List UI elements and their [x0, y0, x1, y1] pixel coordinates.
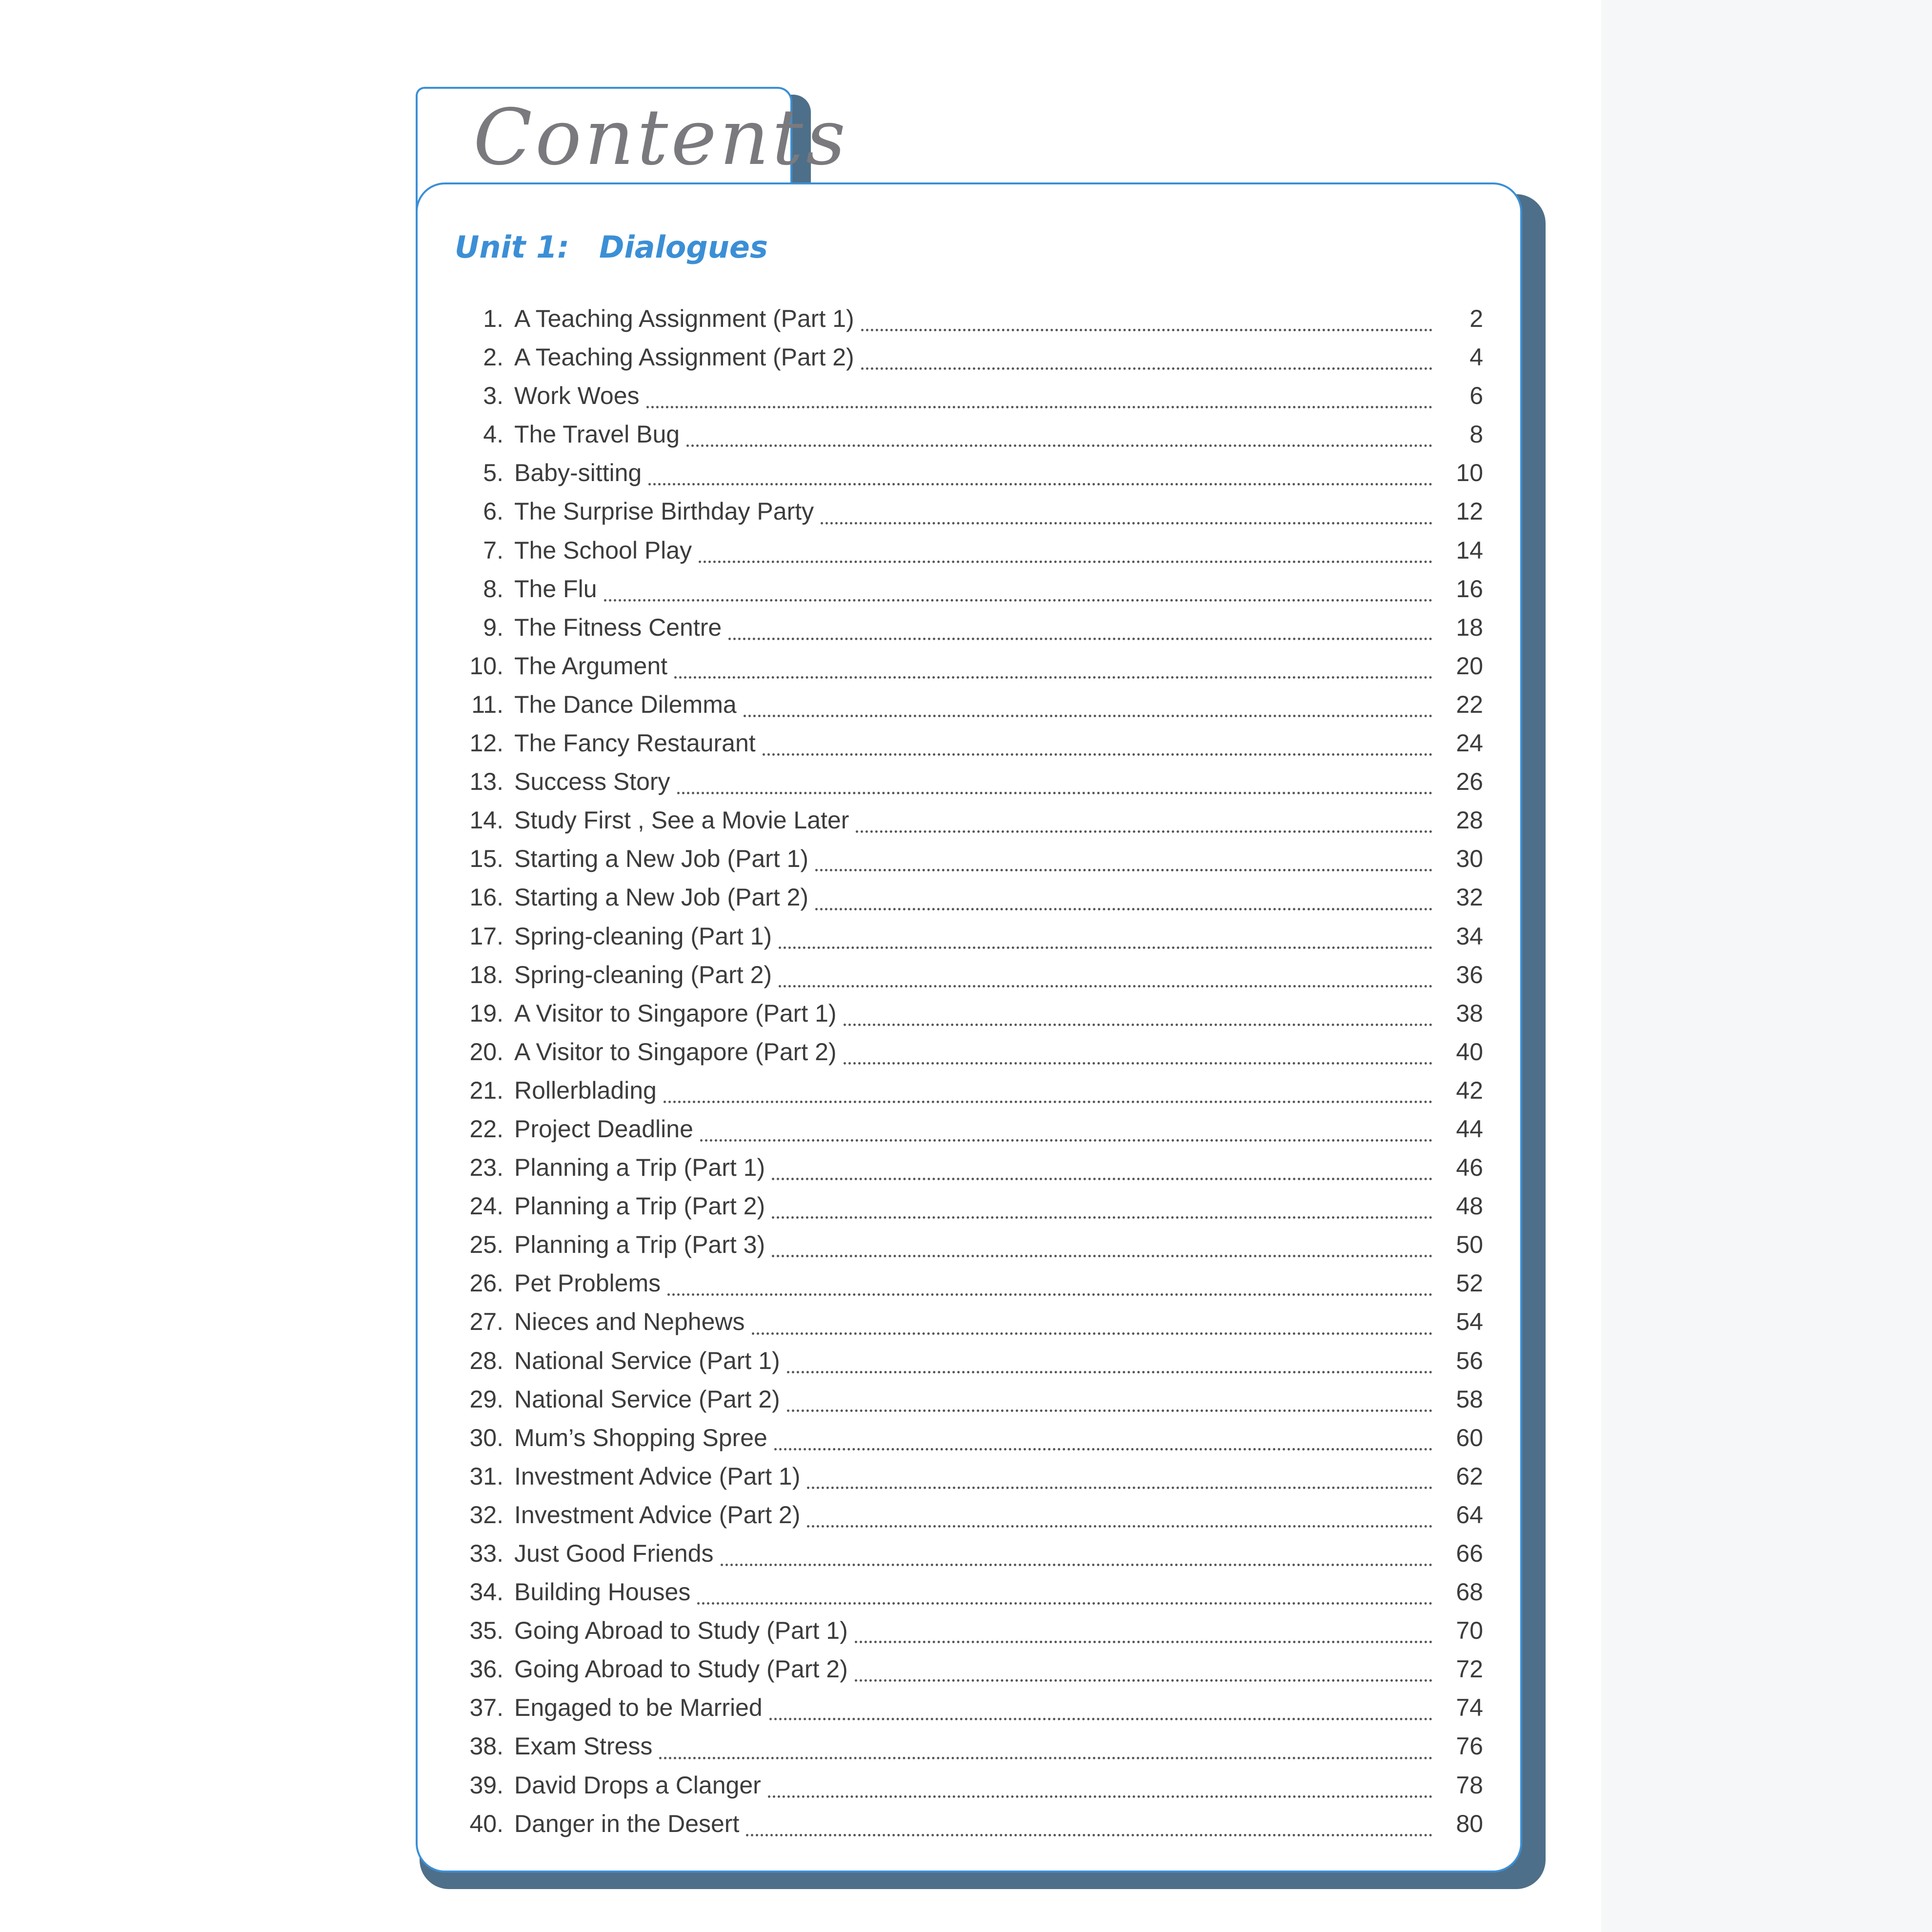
- toc-entry-number: 12.: [469, 729, 503, 757]
- dot-leader: [667, 1293, 1432, 1296]
- dot-leader: [768, 1795, 1432, 1798]
- toc-entry[interactable]: [449, 840, 1483, 878]
- unit-name: Dialogues: [599, 229, 768, 265]
- dot-leader: [763, 753, 1432, 756]
- toc-entry-title: Investment Advice (Part 1): [514, 1462, 801, 1490]
- dot-leader: [855, 1679, 1432, 1682]
- toc-entry[interactable]: [449, 454, 1483, 492]
- dot-leader: [787, 1371, 1432, 1373]
- dot-leader: [787, 1409, 1432, 1412]
- toc-entry-title: Rollerblading: [514, 1076, 657, 1104]
- toc-entry-number: 14.: [469, 806, 503, 834]
- toc-entry-page: 34: [1456, 922, 1483, 950]
- toc-entry-page: 56: [1456, 1347, 1483, 1374]
- toc-entry-page: 58: [1456, 1385, 1483, 1413]
- dot-leader: [648, 483, 1432, 485]
- toc-entry-title: Planning a Trip (Part 3): [514, 1231, 765, 1259]
- toc-entry-title: The Argument: [514, 652, 668, 680]
- toc-entry-number: 25.: [469, 1231, 503, 1259]
- dot-leader: [728, 638, 1432, 640]
- dot-leader: [700, 1139, 1432, 1142]
- toc-entry[interactable]: [449, 878, 1483, 917]
- unit-number: Unit 1:: [455, 229, 569, 265]
- toc-entry-title: Just Good Friends: [514, 1540, 714, 1567]
- dot-leader: [815, 908, 1432, 910]
- toc-entry-number: 16.: [469, 884, 503, 911]
- toc-entry-title: Engaged to be Married: [514, 1694, 763, 1722]
- toc-entry[interactable]: [449, 1805, 1483, 1843]
- toc-entry-page: 24: [1456, 729, 1483, 757]
- toc-entry-page: 18: [1456, 613, 1483, 641]
- toc-entry-number: 11.: [471, 690, 503, 718]
- toc-entry-number: 13.: [469, 768, 503, 796]
- toc-entry-page: 46: [1456, 1154, 1483, 1182]
- dot-leader: [686, 444, 1432, 447]
- toc-entry-number: 3.: [483, 382, 503, 410]
- toc-entry[interactable]: [449, 1148, 1483, 1187]
- toc-entry[interactable]: [449, 685, 1483, 724]
- toc-entry-page: 6: [1469, 382, 1483, 410]
- toc-entry-page: 30: [1456, 845, 1483, 873]
- dot-leader: [821, 522, 1432, 524]
- toc-entry-page: 40: [1456, 1038, 1483, 1066]
- toc-entry-number: 33.: [469, 1540, 503, 1567]
- dot-leader: [744, 715, 1432, 717]
- toc-entry-title: Spring-cleaning (Part 2): [514, 961, 772, 988]
- toc-entry-number: 9.: [483, 613, 503, 641]
- dot-leader: [772, 1255, 1432, 1257]
- toc-entry[interactable]: [449, 994, 1483, 1033]
- toc-entry[interactable]: [449, 1226, 1483, 1264]
- toc-entry-page: 38: [1456, 999, 1483, 1027]
- toc-entry-number: 6.: [483, 498, 503, 525]
- toc-entry-title: Success Story: [514, 768, 670, 796]
- toc-entry-title: Spring-cleaning (Part 1): [514, 922, 772, 950]
- toc-entry-page: 62: [1456, 1462, 1483, 1490]
- toc-entry-number: 31.: [469, 1462, 503, 1490]
- toc-entry[interactable]: [449, 1342, 1483, 1380]
- toc-entry-page: 4: [1469, 343, 1483, 371]
- toc-entry-number: 35.: [469, 1617, 503, 1645]
- toc-entry-title: The Flu: [514, 575, 597, 603]
- toc-entry[interactable]: [449, 531, 1483, 570]
- dot-leader: [807, 1525, 1432, 1528]
- toc-entry[interactable]: [449, 801, 1483, 840]
- dot-leader: [697, 1602, 1432, 1605]
- toc-entry-page: 20: [1456, 652, 1483, 680]
- toc-entry[interactable]: [449, 1033, 1483, 1071]
- toc-entry-page: 36: [1456, 961, 1483, 988]
- dot-leader: [674, 676, 1432, 679]
- toc-entry[interactable]: [449, 763, 1483, 801]
- toc-entry-number: 20.: [469, 1038, 503, 1066]
- toc-entry-number: 8.: [483, 575, 503, 603]
- toc-entry-page: 22: [1456, 690, 1483, 718]
- toc-entry-page: 64: [1456, 1501, 1483, 1529]
- toc-entry-page: 44: [1456, 1115, 1483, 1143]
- dot-leader: [664, 1101, 1432, 1103]
- toc-entry[interactable]: [449, 338, 1483, 377]
- toc-entry[interactable]: [449, 1457, 1483, 1496]
- toc-entry-number: 10.: [469, 652, 503, 680]
- toc-entry-title: Starting a New Job (Part 2): [514, 884, 809, 911]
- toc-entry[interactable]: [449, 724, 1483, 763]
- toc-entry[interactable]: [449, 1766, 1483, 1805]
- dot-leader: [752, 1332, 1433, 1335]
- toc-entry-title: Investment Advice (Part 2): [514, 1501, 801, 1529]
- dot-leader: [604, 599, 1432, 602]
- dot-leader: [779, 985, 1432, 987]
- toc-entry-number: 30.: [469, 1424, 503, 1451]
- dot-leader: [779, 946, 1432, 949]
- toc-entry-page: 74: [1456, 1694, 1483, 1722]
- toc-entry-page: 68: [1456, 1578, 1483, 1606]
- toc-entry-page: 72: [1456, 1655, 1483, 1683]
- toc-entry-page: 12: [1456, 498, 1483, 525]
- dot-leader: [807, 1487, 1432, 1489]
- toc-entry-title: Pet Problems: [514, 1269, 661, 1297]
- toc-entry-title: National Service (Part 1): [514, 1347, 780, 1374]
- toc-entry[interactable]: [449, 1727, 1483, 1766]
- page-edge: [1601, 0, 1932, 1932]
- toc-entry-number: 24.: [469, 1192, 503, 1220]
- dot-leader: [844, 1062, 1432, 1065]
- toc-entry-number: 29.: [469, 1385, 503, 1413]
- toc-entry[interactable]: [449, 608, 1483, 647]
- dot-leader: [769, 1718, 1432, 1720]
- dot-leader: [699, 561, 1432, 563]
- toc-entry[interactable]: [449, 1187, 1483, 1226]
- toc-entry-page: 10: [1456, 459, 1483, 487]
- toc-entry-number: 5.: [483, 459, 503, 487]
- toc-entry-page: 8: [1469, 421, 1483, 448]
- toc-entry-page: 76: [1456, 1732, 1483, 1760]
- toc-entry-number: 32.: [469, 1501, 503, 1529]
- dot-leader: [772, 1178, 1432, 1180]
- toc-entry[interactable]: [449, 1496, 1483, 1534]
- toc-entry-title: Work Woes: [514, 382, 640, 410]
- toc-entry-title: Danger in the Desert: [514, 1810, 740, 1837]
- toc-entry[interactable]: [449, 492, 1483, 531]
- toc-entry-title: The Fancy Restaurant: [514, 729, 756, 757]
- dot-leader: [677, 792, 1432, 794]
- toc-entry-number: 19.: [469, 999, 503, 1027]
- toc-entry-number: 28.: [469, 1347, 503, 1374]
- toc-entry[interactable]: [449, 647, 1483, 685]
- toc-entry-title: A Visitor to Singapore (Part 2): [514, 1038, 837, 1066]
- toc-entry-number: 37.: [469, 1694, 503, 1722]
- toc-entry-title: Study First , See a Movie Later: [514, 806, 849, 834]
- toc-entry-page: 80: [1456, 1810, 1483, 1837]
- toc-entry-number: 7.: [483, 536, 503, 564]
- toc-entry-title: National Service (Part 2): [514, 1385, 780, 1413]
- toc-entry-title: Planning a Trip (Part 2): [514, 1192, 765, 1220]
- dot-leader: [861, 367, 1432, 370]
- toc-entry-number: 1.: [483, 305, 503, 332]
- toc-entry[interactable]: [449, 1534, 1483, 1573]
- toc-entry-title: Exam Stress: [514, 1732, 653, 1760]
- toc-entry[interactable]: [449, 956, 1483, 994]
- toc-entry-title: Mum’s Shopping Spree: [514, 1424, 767, 1451]
- dot-leader: [855, 1641, 1432, 1643]
- toc-entry-page: 52: [1456, 1269, 1483, 1297]
- toc-entry-page: 48: [1456, 1192, 1483, 1220]
- toc-entry-number: 36.: [469, 1655, 503, 1683]
- page-title: Contents: [473, 93, 849, 182]
- toc-entry[interactable]: [449, 1110, 1483, 1148]
- toc-entry[interactable]: [449, 1650, 1483, 1689]
- toc-entry-title: Going Abroad to Study (Part 1): [514, 1617, 848, 1645]
- toc-entry[interactable]: [449, 415, 1483, 454]
- toc-entry-page: 14: [1456, 536, 1483, 564]
- toc-entry-title: A Visitor to Singapore (Part 1): [514, 999, 837, 1027]
- dot-leader: [856, 830, 1432, 833]
- toc-entry-title: Starting a New Job (Part 1): [514, 845, 809, 873]
- toc-entry[interactable]: [449, 1380, 1483, 1419]
- toc-entry-number: 26.: [469, 1269, 503, 1297]
- toc-entry-page: 66: [1456, 1540, 1483, 1567]
- toc-entry-title: Project Deadline: [514, 1115, 693, 1143]
- toc-entry-title: The Fitness Centre: [514, 613, 722, 641]
- toc-entry-title: Building Houses: [514, 1578, 691, 1606]
- toc-entry[interactable]: [449, 300, 1483, 338]
- toc-entry-page: 50: [1456, 1231, 1483, 1259]
- toc-entry-title: Going Abroad to Study (Part 2): [514, 1655, 848, 1683]
- toc-entry-title: The School Play: [514, 536, 692, 564]
- toc-entry-number: 17.: [469, 922, 503, 950]
- toc-entry-number: 18.: [469, 961, 503, 988]
- toc-entry-title: David Drops a Clanger: [514, 1771, 761, 1799]
- toc-entry-title: A Teaching Assignment (Part 1): [514, 305, 854, 332]
- unit-heading: [455, 221, 768, 274]
- toc-entry-page: 54: [1456, 1308, 1483, 1336]
- toc-entry-number: 40.: [469, 1810, 503, 1837]
- toc-entry-page: 78: [1456, 1771, 1483, 1799]
- toc-entry-page: 28: [1456, 806, 1483, 834]
- dot-leader: [659, 1757, 1432, 1759]
- table-of-contents: [449, 300, 1483, 1843]
- toc-entry[interactable]: [449, 377, 1483, 415]
- toc-entry-page: 32: [1456, 884, 1483, 911]
- toc-entry-number: 27.: [469, 1308, 503, 1336]
- toc-entry-title: A Teaching Assignment (Part 2): [514, 343, 854, 371]
- toc-entry[interactable]: [449, 1419, 1483, 1457]
- toc-entry-title: The Surprise Birthday Party: [514, 498, 814, 525]
- toc-entry-number: 38.: [469, 1732, 503, 1760]
- toc-entry-title: The Dance Dilemma: [514, 690, 737, 718]
- toc-entry-page: 70: [1456, 1617, 1483, 1645]
- toc-entry[interactable]: [449, 1689, 1483, 1727]
- toc-entry-page: 16: [1456, 575, 1483, 603]
- toc-entry-page: 60: [1456, 1424, 1483, 1451]
- toc-entry-number: 23.: [469, 1154, 503, 1182]
- toc-entry-title: Planning a Trip (Part 1): [514, 1154, 765, 1182]
- toc-entry-title: Nieces and Nephews: [514, 1308, 745, 1336]
- toc-entry[interactable]: [449, 1071, 1483, 1110]
- toc-entry-title: The Travel Bug: [514, 421, 680, 448]
- toc-entry-number: 22.: [469, 1115, 503, 1143]
- toc-entry[interactable]: [449, 1573, 1483, 1611]
- toc-entry-number: 39.: [469, 1771, 503, 1799]
- dot-leader: [844, 1024, 1432, 1026]
- dot-leader: [646, 406, 1432, 408]
- dot-leader: [746, 1834, 1432, 1836]
- dot-leader: [861, 329, 1432, 331]
- toc-entry-number: 15.: [469, 845, 503, 873]
- toc-entry-number: 2.: [483, 343, 503, 371]
- toc-entry[interactable]: [449, 917, 1483, 956]
- toc-entry[interactable]: [449, 1611, 1483, 1650]
- toc-entry-number: 21.: [469, 1076, 503, 1104]
- toc-entry-page: 26: [1456, 768, 1483, 796]
- toc-entry-number: 34.: [469, 1578, 503, 1606]
- toc-entry[interactable]: [449, 1264, 1483, 1303]
- toc-entry-page: 42: [1456, 1076, 1483, 1104]
- toc-entry[interactable]: [449, 570, 1483, 608]
- dot-leader: [772, 1216, 1432, 1219]
- toc-entry-page: 2: [1469, 305, 1483, 332]
- toc-entry-title: Baby-sitting: [514, 459, 642, 487]
- toc-entry-number: 4.: [483, 421, 503, 448]
- dot-leader: [721, 1564, 1432, 1566]
- dot-leader: [815, 869, 1432, 871]
- dot-leader: [774, 1448, 1432, 1450]
- toc-entry[interactable]: [449, 1303, 1483, 1341]
